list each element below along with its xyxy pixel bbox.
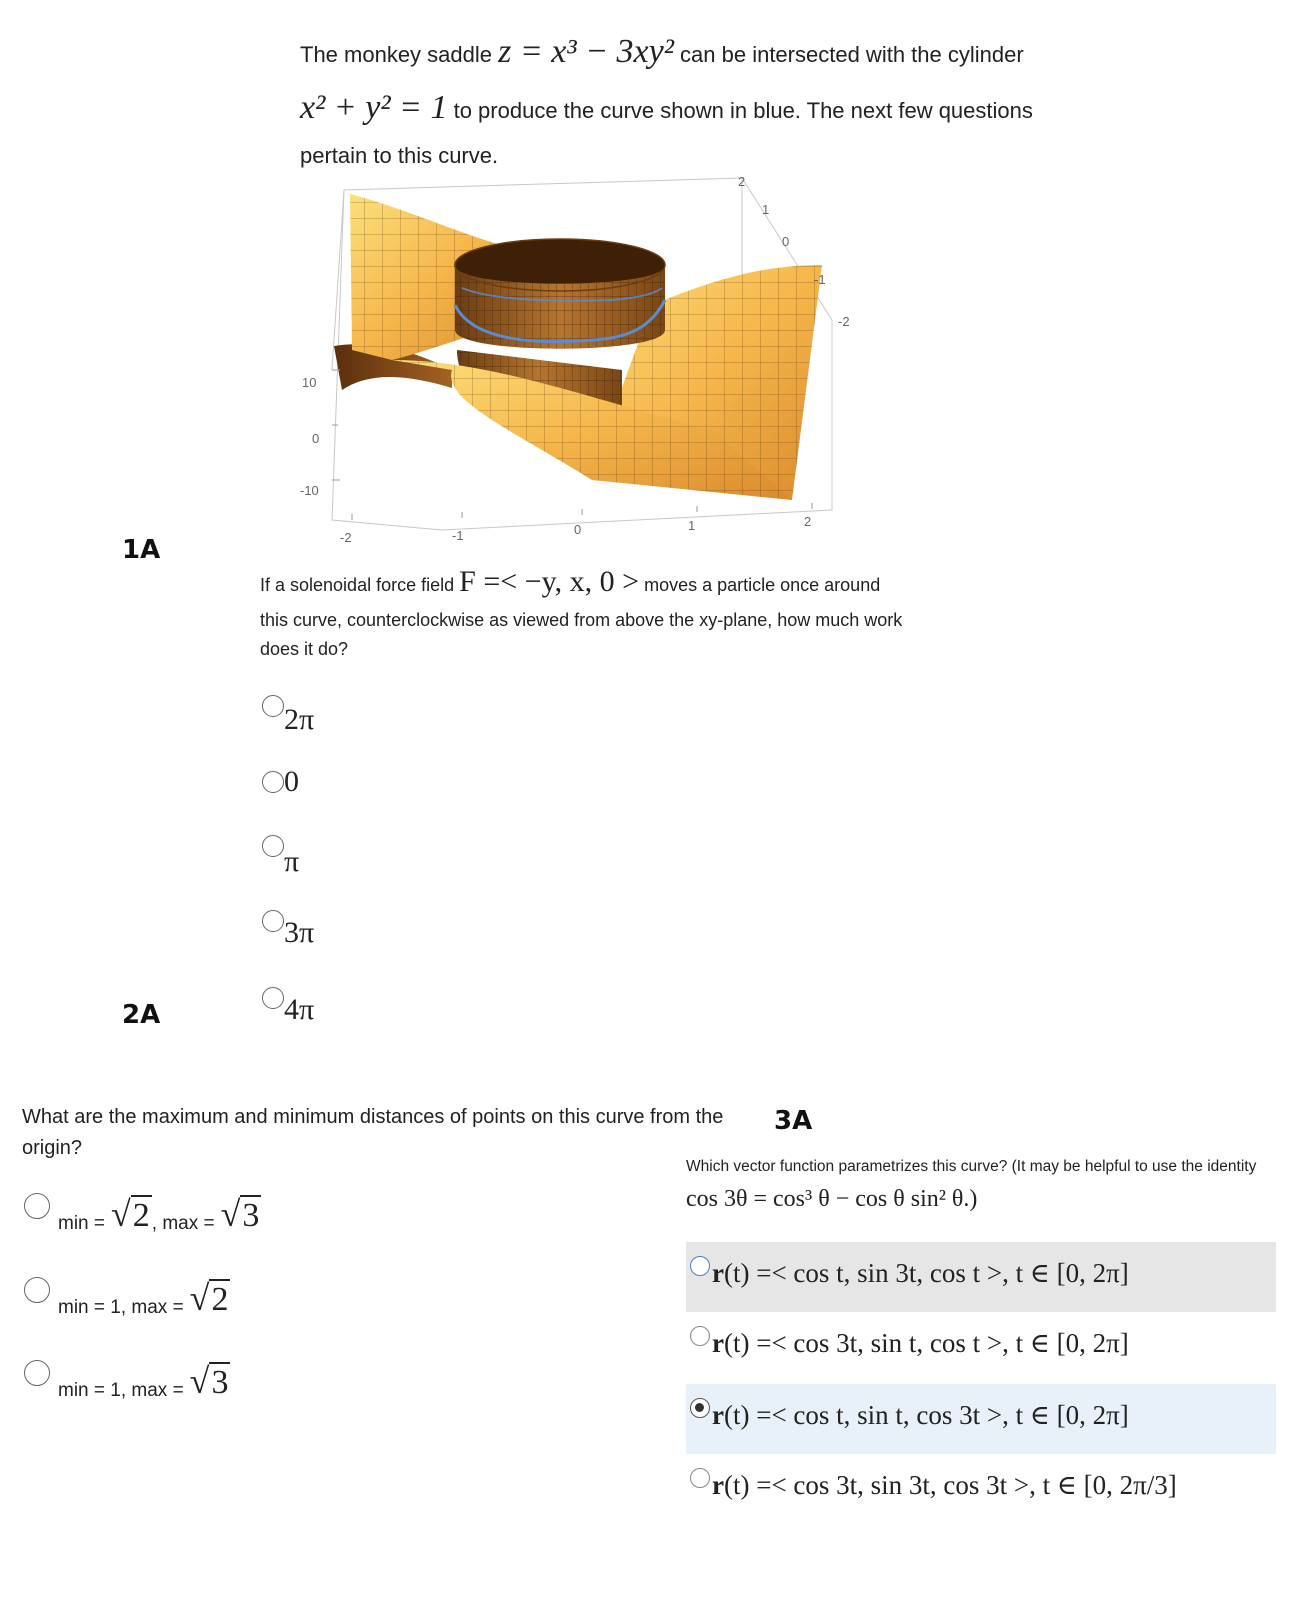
q3-option-expression: r(t) =< cos t, sin t, cos 3t >, t ∈ [0, 2π]	[712, 1400, 1129, 1430]
force-field-equation: F =< −y, x, 0 >	[459, 565, 640, 598]
q3-option[interactable]	[686, 1242, 1276, 1312]
sqrt-expression: √2	[189, 1278, 229, 1318]
y-tick: -1	[814, 272, 826, 287]
sqrt-expression: √3	[220, 1194, 260, 1234]
q3-option-expression: r(t) =< cos 3t, sin t, cos t >, t ∈ [0, 2π]	[712, 1328, 1129, 1358]
radio-button[interactable]	[262, 771, 284, 793]
y-tick: 0	[782, 234, 790, 249]
q1-option[interactable]	[262, 910, 314, 950]
z-tick: 0	[312, 431, 320, 446]
q1-text-b: moves a particle once around	[644, 575, 881, 595]
saddle-equation: z = x³ − 3xy²	[498, 33, 674, 70]
question-1-text	[260, 558, 980, 664]
question-label-1a: 1A	[122, 535, 161, 565]
q3-option-selected[interactable]	[686, 1384, 1276, 1454]
q3-option-expression: r(t) =< cos t, sin 3t, cos t >, t ∈ [0, 2π]	[712, 1258, 1129, 1288]
q3-option[interactable]	[686, 1454, 1276, 1524]
q2-option[interactable]	[24, 1277, 230, 1319]
q1-text-c: this curve, counterclockwise as viewed from above the xy-plane, how much work	[260, 610, 903, 630]
intro-text-b: can be intersected with the cylinder	[680, 42, 1024, 67]
question-label-2a: 2A	[122, 1000, 161, 1030]
q2-option-label: min = 1, max =	[58, 1297, 184, 1318]
intro-text-d: pertain to this curve.	[300, 143, 499, 168]
z-tick: -10	[300, 483, 319, 498]
q1-option-value: 2π	[284, 703, 315, 736]
q3-option-expression: r(t) =< cos 3t, sin 3t, cos 3t >, t ∈ [0, 2π/3]	[712, 1470, 1177, 1500]
radio-button[interactable]	[690, 1256, 710, 1276]
intro-text-c: to produce the curve shown in blue. The next few questions	[453, 97, 1033, 123]
radio-button[interactable]	[24, 1193, 50, 1219]
radio-button[interactable]	[262, 987, 284, 1009]
q1-option[interactable]	[262, 987, 314, 1027]
q1-text-a: If a solenoidal force field	[260, 575, 455, 595]
radio-button[interactable]	[262, 910, 284, 932]
q3-prompt: Which vector function parametrizes this curve? (It may be helpful to use the identity	[686, 1158, 1257, 1175]
q2-option-label: min = 1, max =	[58, 1380, 184, 1401]
radio-button[interactable]	[24, 1360, 50, 1386]
intro-text	[300, 22, 1200, 176]
q1-option-value: 3π	[284, 916, 315, 949]
sqrt-expression: √3	[189, 1361, 229, 1401]
q1-option-value: 0	[284, 765, 299, 798]
question-label-3a: 3A	[774, 1106, 813, 1136]
y-tick: -2	[838, 314, 850, 329]
question-3-text	[686, 1155, 1286, 1218]
y-tick: 1	[762, 202, 770, 217]
x-tick: -2	[340, 530, 352, 545]
y-tick: 2	[738, 174, 746, 189]
q2-option-label: min =	[58, 1213, 105, 1234]
x-tick: -1	[452, 528, 464, 543]
q2-option[interactable]	[24, 1360, 230, 1402]
sqrt-expression: √2	[111, 1194, 150, 1234]
monkey-saddle-plot	[292, 170, 872, 550]
q3-identity: cos 3θ = cos³ θ − cos θ sin² θ.)	[686, 1185, 978, 1212]
radio-button[interactable]	[690, 1468, 710, 1488]
radio-button[interactable]	[262, 835, 284, 857]
q1-option-value: π	[284, 845, 300, 878]
radio-button-selected[interactable]	[690, 1398, 710, 1418]
q1-option-value: 4π	[284, 993, 315, 1026]
q1-option[interactable]	[262, 695, 314, 737]
question-2-text: What are the maximum and minimum distances of points on this curve from the origin?	[22, 1106, 724, 1159]
q2-option[interactable]	[24, 1193, 261, 1235]
radio-button[interactable]	[24, 1277, 50, 1303]
q1-option[interactable]	[262, 765, 299, 799]
q1-text-d: does it do?	[260, 638, 349, 659]
q3-option[interactable]	[686, 1312, 1276, 1382]
cylinder-equation: x² + y² = 1	[300, 88, 448, 126]
x-tick: 1	[688, 518, 696, 533]
radio-button[interactable]	[690, 1326, 710, 1346]
z-tick: 10	[302, 375, 317, 390]
intro-text-a: The monkey saddle	[300, 42, 492, 67]
x-tick: 2	[804, 514, 812, 529]
x-tick: 0	[574, 522, 582, 537]
q2-option-sep: , max =	[151, 1213, 215, 1234]
q1-option[interactable]	[262, 835, 299, 879]
radio-button[interactable]	[262, 695, 284, 717]
